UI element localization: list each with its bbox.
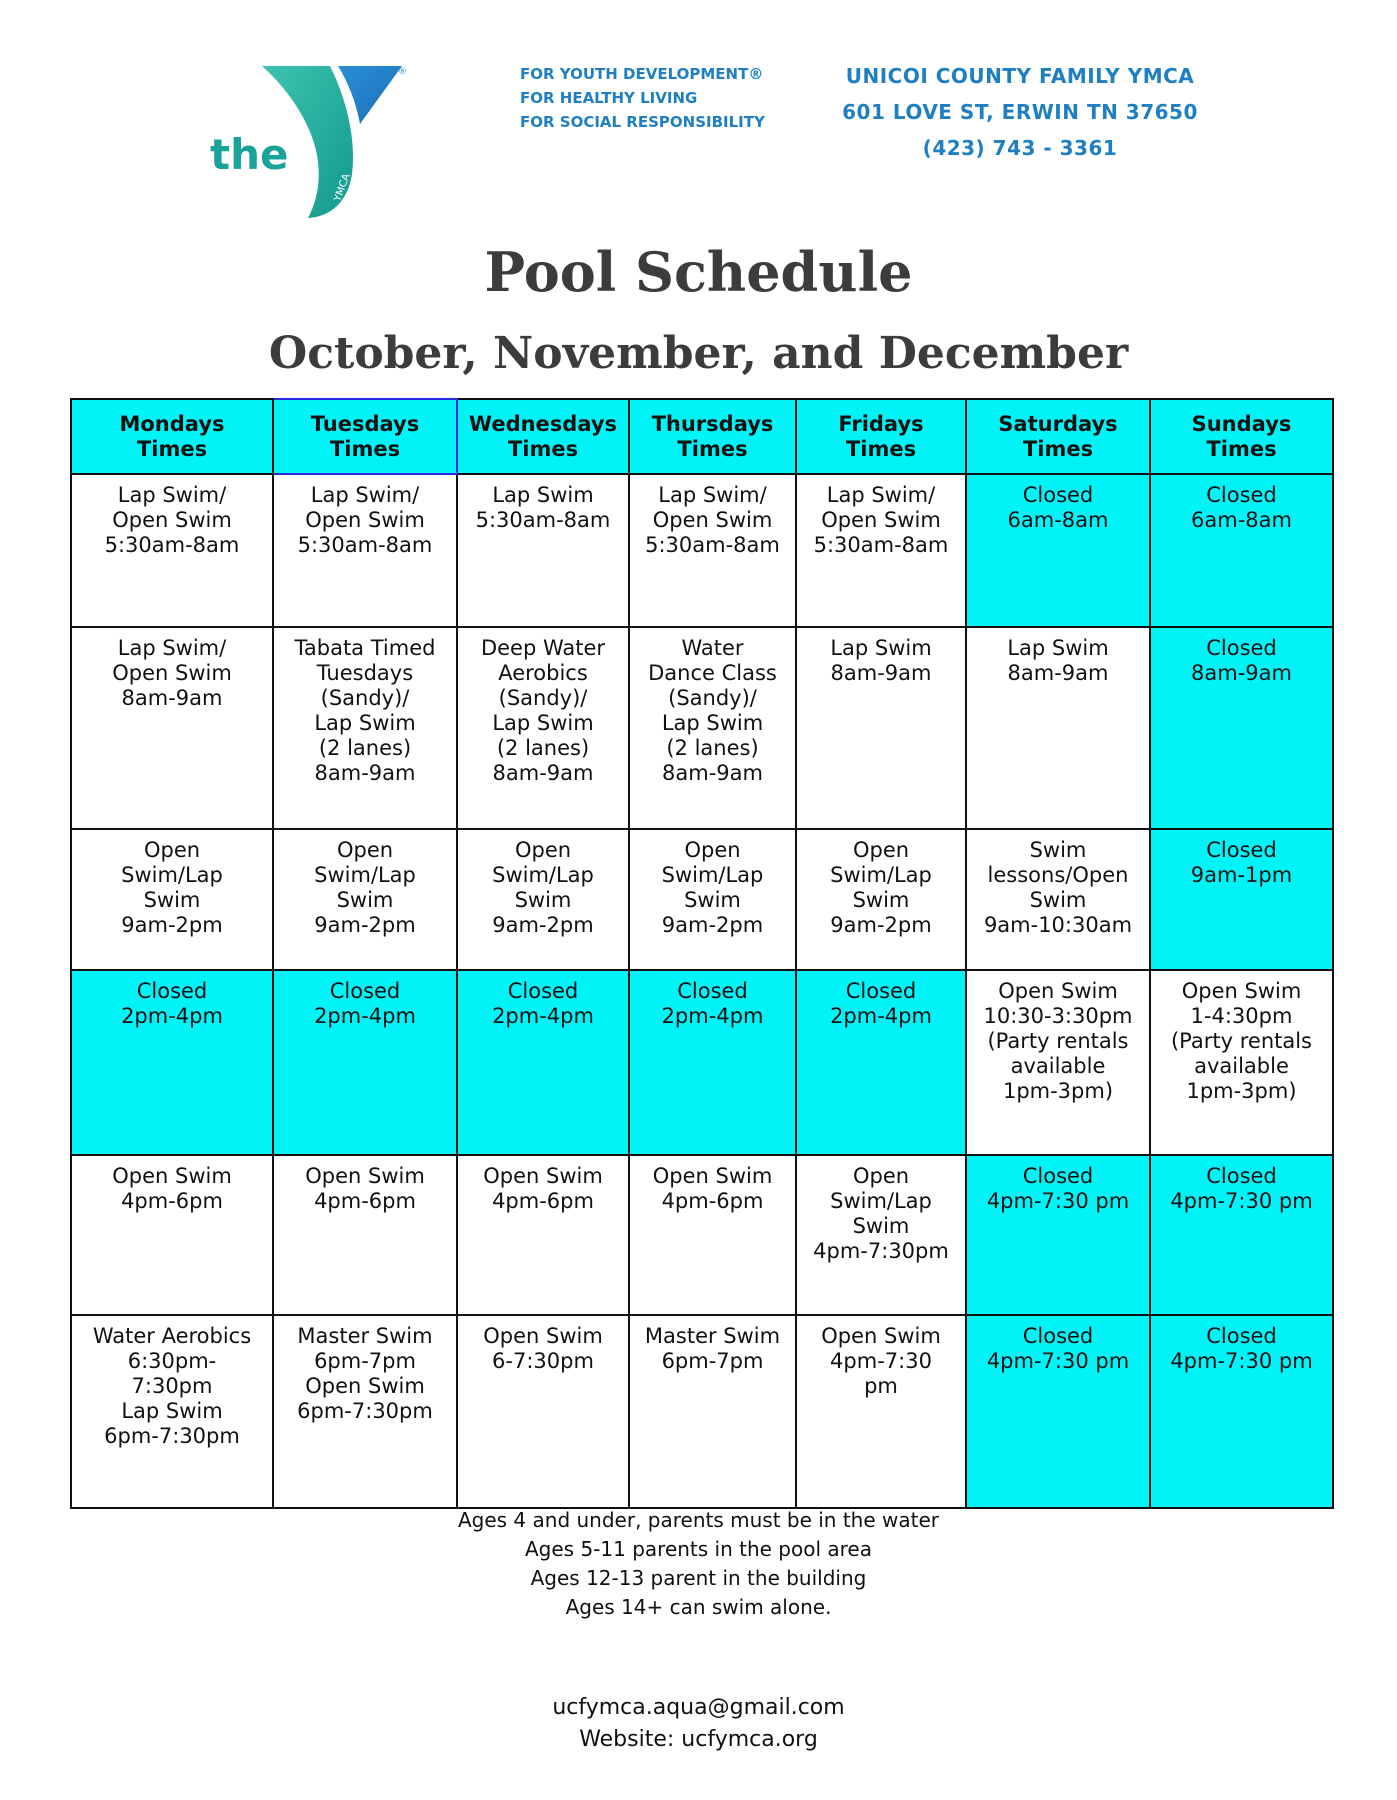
schedule-cell: Closed 2pm-4pm [629, 970, 796, 1155]
header-wednesday: Wednesdays Times [457, 399, 629, 474]
header-row [71, 399, 1333, 474]
age-rule: Ages 5-11 parents in the pool area [525, 1537, 872, 1561]
svg-text:YMCA: YMCA [332, 172, 353, 204]
schedule-cell: Closed 6am-8am [966, 474, 1150, 627]
org-address-block [840, 58, 1200, 166]
age-rule: Ages 14+ can swim alone. [565, 1595, 832, 1619]
schedule-cell: Open Swim/Lap Swim 9am-2pm [629, 829, 796, 970]
table-row [71, 1155, 1333, 1315]
schedule-cell: Open Swim/Lap Swim 9am-2pm [71, 829, 273, 970]
schedule-cell: Lap Swim/ Open Swim 8am-9am [71, 627, 273, 829]
contact-website[interactable]: Website: ucfymca.org [579, 1727, 818, 1752]
table-row [71, 627, 1333, 829]
tagline: FOR SOCIAL RESPONSIBILITY [520, 113, 765, 131]
header-monday: Mondays Times [71, 399, 273, 474]
svg-text:®: ® [398, 67, 407, 77]
org-address: 601 LOVE ST, ERWIN TN 37650 [842, 100, 1198, 124]
ymca-y-icon [260, 62, 410, 222]
schedule-cell: Open Swim 6-7:30pm [457, 1315, 629, 1508]
schedule-cell: Lap Swim 5:30am-8am [457, 474, 629, 627]
schedule-cell: Open Swim 4pm-6pm [71, 1155, 273, 1315]
schedule-cell: Closed 4pm-7:30 pm [1150, 1155, 1333, 1315]
schedule-cell: Closed 4pm-7:30 pm [966, 1315, 1150, 1508]
header-friday: Fridays Times [796, 399, 966, 474]
schedule-cell: Closed 2pm-4pm [457, 970, 629, 1155]
table-row [71, 829, 1333, 970]
logo-word: the [210, 130, 289, 179]
schedule-cell: Lap Swim/ Open Swim 5:30am-8am [796, 474, 966, 627]
schedule-cell: Lap Swim/ Open Swim 5:30am-8am [629, 474, 796, 627]
schedule-cell: Water Dance Class (Sandy)/ Lap Swim (2 lanes) 8am-9am [629, 627, 796, 829]
table-row [71, 1315, 1333, 1508]
schedule-cell: Open Swim/Lap Swim 4pm-7:30pm [796, 1155, 966, 1315]
table-row [71, 474, 1333, 627]
schedule-cell: Open Swim/Lap Swim 9am-2pm [796, 829, 966, 970]
schedule-cell: Closed 6am-8am [1150, 474, 1333, 627]
schedule-cell: Open Swim 1-4:30pm (Party rentals available 1pm-3pm) [1150, 970, 1333, 1155]
page-subtitle: October, November, and December [268, 328, 1129, 379]
schedule-cell: Open Swim 4pm-7:30 pm [796, 1315, 966, 1508]
schedule-cell: Closed 2pm-4pm [71, 970, 273, 1155]
header-sunday: Sundays Times [1150, 399, 1333, 474]
ymca-taglines [520, 62, 765, 134]
contact-email[interactable]: ucfymca.aqua@gmail.com [552, 1695, 845, 1720]
header-tuesday: Tuesdays Times [273, 399, 457, 474]
schedule-cell: Closed 2pm-4pm [796, 970, 966, 1155]
schedule-cell: Lap Swim 8am-9am [966, 627, 1150, 829]
schedule-cell: Closed 4pm-7:30 pm [966, 1155, 1150, 1315]
schedule-cell: Lap Swim 8am-9am [796, 627, 966, 829]
schedule-cell: Water Aerobics 6:30pm- 7:30pm Lap Swim 6pm-7:30pm [71, 1315, 273, 1508]
age-rule: Ages 12-13 parent in the building [530, 1566, 867, 1590]
age-rules [0, 1506, 1397, 1622]
schedule-cell: Swim lessons/Open Swim 9am-10:30am [966, 829, 1150, 970]
page-title: Pool Schedule [484, 240, 913, 304]
schedule-cell: Master Swim 6pm-7pm [629, 1315, 796, 1508]
org-name: UNICOI COUNTY FAMILY YMCA [845, 64, 1195, 88]
schedule-cell: Master Swim 6pm-7pm Open Swim 6pm-7:30pm [273, 1315, 457, 1508]
contact-info [0, 1692, 1397, 1756]
schedule-cell: Open Swim/Lap Swim 9am-2pm [457, 829, 629, 970]
schedule-cell: Closed 8am-9am [1150, 627, 1333, 829]
schedule-cell: Lap Swim/ Open Swim 5:30am-8am [273, 474, 457, 627]
schedule-cell: Tabata Timed Tuesdays (Sandy)/ Lap Swim (2 lanes) 8am-9am [273, 627, 457, 829]
tagline: FOR HEALTHY LIVING [520, 89, 698, 107]
schedule-cell: Deep Water Aerobics (Sandy)/ Lap Swim (2 lanes) 8am-9am [457, 627, 629, 829]
schedule-cell: Open Swim 10:30-3:30pm (Party rentals available 1pm-3pm) [966, 970, 1150, 1155]
schedule-cell: Open Swim 4pm-6pm [273, 1155, 457, 1315]
schedule-cell: Open Swim 4pm-6pm [629, 1155, 796, 1315]
org-phone: (423) 743 - 3361 [922, 136, 1118, 160]
table-row [71, 970, 1333, 1155]
pool-schedule-table [70, 398, 1334, 1509]
header-saturday: Saturdays Times [966, 399, 1150, 474]
schedule-cell: Closed 4pm-7:30 pm [1150, 1315, 1333, 1508]
header-thursday: Thursdays Times [629, 399, 796, 474]
schedule-cell: Open Swim 4pm-6pm [457, 1155, 629, 1315]
schedule-cell: Open Swim/Lap Swim 9am-2pm [273, 829, 457, 970]
schedule-cell: Closed 2pm-4pm [273, 970, 457, 1155]
tagline: FOR YOUTH DEVELOPMENT® [520, 65, 764, 83]
age-rule: Ages 4 and under, parents must be in the water [457, 1508, 940, 1532]
schedule-cell: Closed 9am-1pm [1150, 829, 1333, 970]
schedule-cell: Lap Swim/ Open Swim 5:30am-8am [71, 474, 273, 627]
ymca-logo [200, 62, 410, 222]
